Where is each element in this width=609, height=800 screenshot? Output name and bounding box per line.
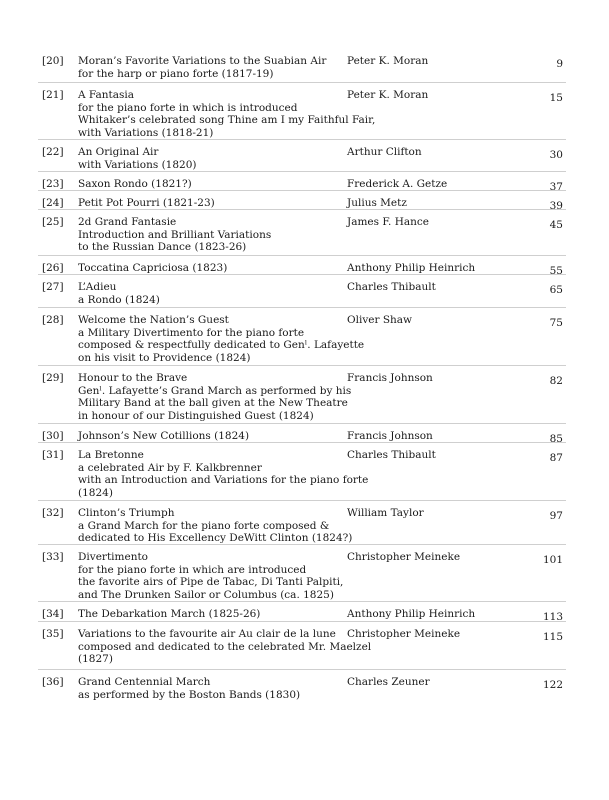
entry-page-number: 101: [542, 554, 563, 566]
entry-title-line: Genˡ. Lafayette’s Grand March as performed by his: [78, 384, 352, 397]
entry-title-line: with Variations (1818-21): [78, 126, 214, 139]
entry-title-line: The Debarkation March (1825-26): [78, 608, 261, 620]
entry-page-number: 87: [549, 452, 563, 464]
entry-title: [78, 507, 353, 545]
entry-page-number: 15: [549, 92, 563, 104]
entry-page-number: 45: [549, 219, 563, 231]
entry-page-number: 75: [549, 317, 563, 329]
entry-title-line: Introduction and Brilliant Variations: [78, 228, 272, 241]
entry-number: [23]: [42, 178, 64, 190]
entry-title: [78, 372, 353, 422]
entry-number: [22]: [42, 146, 64, 158]
row-divider: [38, 190, 566, 191]
entry-page-number: 97: [549, 510, 563, 522]
entry-number: [34]: [42, 608, 64, 620]
entry-title: [78, 55, 353, 80]
entry-title: [78, 197, 353, 210]
entry-title-line: a Rondo (1824): [78, 293, 160, 306]
entry-title-line: as performed by the Boston Bands (1830): [78, 688, 301, 701]
entry-title-line: (1824): [78, 486, 113, 499]
entry-title-line: Petit Pot Pourri (1821-23): [78, 197, 215, 209]
entry-page-number: 65: [549, 284, 563, 296]
entry-title-line: Welcome the Nation’s Guest: [78, 314, 229, 326]
entry-title-line: La Bretonne: [78, 449, 144, 461]
entry-title: [78, 89, 376, 139]
entry-number: [33]: [42, 551, 64, 563]
entry-number: [36]: [42, 676, 64, 688]
entry-title: [78, 262, 353, 275]
entry-number: [28]: [42, 314, 64, 326]
entry-page-number: 30: [549, 149, 563, 161]
row-divider: [38, 544, 566, 545]
entry-composer: Peter K. Moran: [347, 55, 429, 67]
entry-title-line: A Fantasia: [78, 89, 135, 101]
entry-composer: Anthony Philip Heinrich: [347, 608, 476, 620]
entry-title-line: Divertimento: [78, 551, 148, 563]
entry-page-number: 122: [542, 679, 563, 691]
row-divider: [38, 171, 566, 172]
row-divider: [38, 209, 566, 210]
entry-number: [31]: [42, 449, 64, 461]
entry-composer: Frederick A. Getze: [347, 178, 448, 190]
entry-title-line: An Original Air: [78, 146, 159, 158]
entry-composer: Julius Metz: [347, 197, 407, 209]
row-divider: [38, 307, 566, 308]
entry-page-number: 85: [549, 433, 563, 445]
entry-composer: Charles Thibault: [347, 449, 436, 461]
entry-composer: Anthony Philip Heinrich: [347, 262, 476, 274]
entry-composer: Charles Thibault: [347, 281, 436, 293]
entry-title-line: for the piano forte in which are introduced: [78, 563, 307, 576]
entry-page-number: 115: [542, 631, 563, 643]
entry-title-line: and The Drunken Sailor or Columbus (ca. 1825): [78, 588, 334, 601]
row-divider: [38, 274, 566, 275]
entry-title-line: on his visit to Providence (1824): [78, 351, 251, 364]
entry-number: [30]: [42, 430, 64, 442]
entry-composer: Francis Johnson: [347, 430, 433, 442]
row-divider: [38, 365, 566, 366]
entry-title-line: Toccatina Capriciosa (1823): [78, 262, 228, 274]
entry-title-line: with Variations (1820): [78, 158, 197, 171]
entry-composer: Oliver Shaw: [347, 314, 413, 326]
entry-title: [78, 628, 372, 666]
entry-title: [78, 216, 353, 254]
row-divider: [38, 669, 566, 670]
entry-page-number: 55: [549, 265, 563, 277]
entry-composer: Christopher Meineke: [347, 551, 461, 563]
entry-title-line: with an Introduction and Variations for the piano forte: [78, 474, 369, 486]
entry-title-line: to the Russian Dance (1823-26): [78, 241, 247, 253]
entry-title: [78, 449, 369, 499]
entry-title-line: Grand Centennial March: [78, 676, 211, 688]
entry-number: [35]: [42, 628, 64, 640]
row-divider: [38, 500, 566, 501]
entry-title-line: L’Adieu: [78, 281, 117, 293]
entry-title-line: Variations to the favourite air Au clair de la lune: [78, 628, 336, 640]
row-divider: [38, 601, 566, 602]
entry-title: [78, 676, 353, 701]
entry-title-line: Saxon Rondo (1821?): [78, 178, 192, 190]
entry-title-line: (1827): [78, 653, 113, 665]
entry-number: [21]: [42, 89, 64, 101]
entry-title-line: composed and dedicated to the celebrated Mr. Maelzel: [78, 640, 372, 653]
row-divider: [38, 255, 566, 256]
entry-page-number: 37: [549, 181, 563, 193]
entry-title-line: Moran’s Favorite Variations to the Suabian Air: [78, 55, 327, 67]
entry-number: [20]: [42, 55, 64, 67]
entry-composer: Christopher Meineke: [347, 628, 461, 640]
entry-title-line: 2d Grand Fantasie: [78, 216, 177, 228]
row-divider: [38, 82, 566, 83]
row-divider: [38, 621, 566, 622]
entry-title-line: for the piano forte in which is introduced: [78, 101, 298, 114]
entry-number: [24]: [42, 197, 64, 209]
entry-title: [78, 314, 365, 364]
entry-title-line: composed & respectfully dedicated to Genˡ. Lafayette: [78, 339, 365, 351]
entry-number: [29]: [42, 372, 64, 384]
entry-page-number: 113: [542, 611, 563, 623]
entry-composer: Francis Johnson: [347, 372, 433, 384]
entry-title-line: in honour of our Distinguished Guest (1824): [78, 409, 314, 422]
entry-number: [32]: [42, 507, 64, 519]
entry-title: [78, 281, 353, 306]
entry-title: [78, 608, 353, 621]
entry-composer: Peter K. Moran: [347, 89, 429, 101]
entry-composer: William Taylor: [347, 507, 424, 519]
entry-title-line: a Grand March for the piano forte composed &: [78, 519, 330, 532]
entry-number: [27]: [42, 281, 64, 293]
entry-title: [78, 146, 353, 171]
entry-composer: James F. Hance: [347, 216, 429, 228]
entry-title-line: the favorite airs of Pipe de Tabac, Di Tanti Palpiti,: [78, 576, 344, 588]
entry-composer: Arthur Clifton: [347, 146, 422, 158]
entry-number: [25]: [42, 216, 64, 228]
entry-title: [78, 178, 353, 191]
entry-composer: Charles Zeuner: [347, 676, 430, 688]
row-divider: [38, 442, 566, 443]
entry-title: [78, 430, 353, 443]
entry-title-line: for the harp or piano forte (1817-19): [78, 67, 274, 80]
entry-title: [78, 551, 353, 601]
entry-title-line: Military Band at the ball given at the New Theatre: [78, 397, 348, 409]
entry-page-number: 82: [549, 375, 563, 387]
entry-title-line: a Military Divertimento for the piano forte: [78, 326, 305, 339]
row-divider: [38, 139, 566, 140]
entry-page-number: 9: [556, 58, 563, 70]
entry-title-line: dedicated to His Excellency DeWitt Clinton (1824?): [78, 532, 353, 544]
entry-title-line: Whitaker’s celebrated song Thine am I my Faithful Fair,: [78, 114, 376, 126]
entry-title-line: Johnson’s New Cotillions (1824): [78, 430, 250, 442]
entry-number: [26]: [42, 262, 64, 274]
row-divider: [38, 423, 566, 424]
entry-title-line: Clinton’s Triumph: [78, 507, 175, 519]
entry-title-line: a celebrated Air by F. Kalkbrenner: [78, 461, 262, 474]
entry-title-line: Honour to the Brave: [78, 372, 188, 384]
entry-page-number: 39: [549, 200, 563, 212]
